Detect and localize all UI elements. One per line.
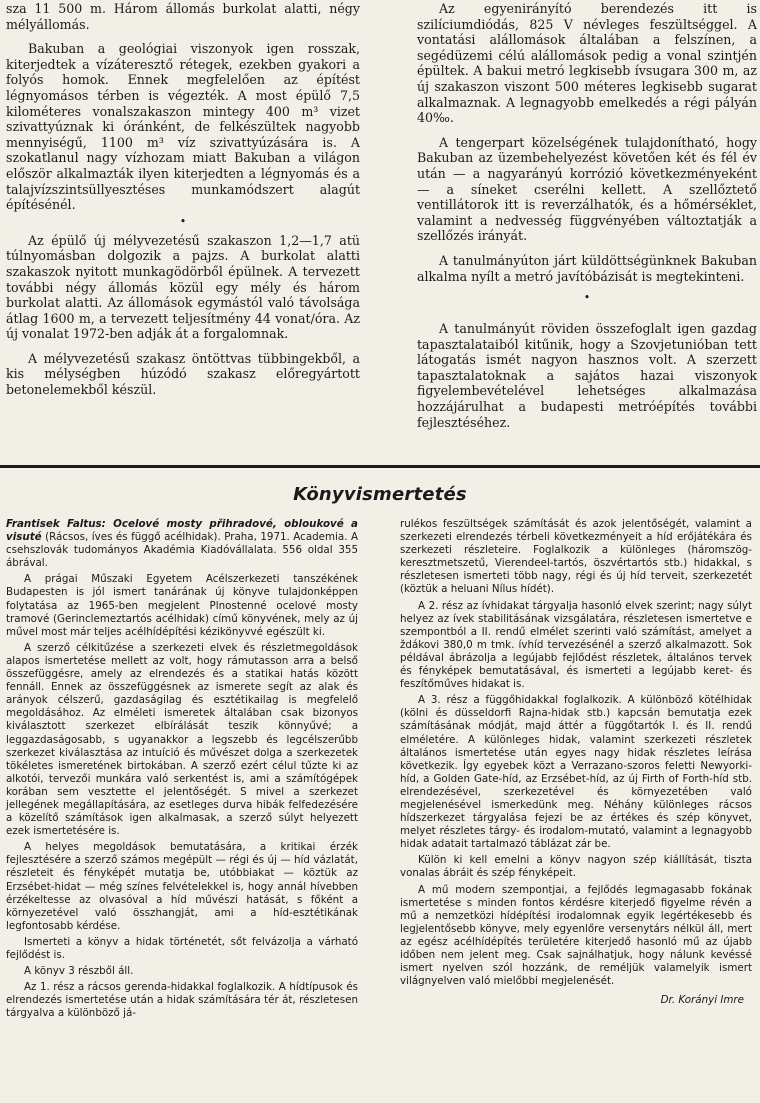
section-dot: • bbox=[179, 214, 187, 228]
paragraph: A prágai Műszaki Egyetem Acélszerkezeti tanszékének Budapesten is jól ismert tanárának új könyve tulajdonképpen folytatása az 1965-ben megjelent Plnostenné ocelové mosty tramové (Gerinclemeztartós acélhidak) című könyvének, mely az új művel most már teljes acélhídépítési kézikönyvvé egészült ki. bbox=[6, 573, 358, 638]
review-column-left bbox=[6, 518, 358, 1023]
paragraph: A mélyvezetésű szakasz öntöttvas tübbingekből, a kis mélységben húzódó szakasz előregyártott betonelemekből készül. bbox=[6, 350, 360, 398]
article-column-left bbox=[6, 1, 360, 407]
book-details: (Rácsos, íves és függő acélhidak). Praha, 1971. Academia. A csehszlovák tudományos Akadémia Kiadóvállalata. 556 oldal 355 ábrával. bbox=[6, 531, 358, 570]
paragraph: Külön ki kell emelni a könyv nagyon szép kiállítását, tiszta vonalas ábráit és szép fényképeit. bbox=[400, 854, 752, 880]
paragraph: A 3. rész a függőhidakkal foglalkozik. A különböző kötélhidak (kölni és düsseldorfi Rajna-hidak stb.) kapcsán bemutatja ezek számításának módját, majd áttér a függőtartók I. és II. rendű elméletére. A különleges hidak, valamint szerkezeti részletek általános ismertetése után egyes nagy hidak részletes leírása következik. Így egyebek közt a Verrazano-szoros feletti Newyorki-híd, a Golden Gate-híd, az Erzsébet-híd, az új Firth of Forth-híd stb. elrendezésével, szerkezetével és környezetében való megjelenésével ismerkedünk meg. Néhány különleges rácsos hídszerkezet tárgyalása fejezi be az értékes és szép könyvet, melyet részletes tárgy- és irodalom-mutató, valamint a legnagyobb hidak adatait tartalmazó táblázat zár be. bbox=[400, 694, 752, 851]
section-dot: • bbox=[583, 291, 591, 305]
review-column-right bbox=[400, 518, 752, 1007]
article-column-right bbox=[417, 1, 757, 439]
paragraph: A mű modern szempontjai, a fejlődés legmagasabb fokának ismertetése s minden fontos kérdésre kiterjedő figyelme révén a mű a nemzetközi hídépítési irodalomnak egyik legértékesebb és legjelentősebb könyve, mely egyenlőre versenytárs nélkül áll, mert az egész acélhídépítés területére kiterjedő hasonló mű az újabb időben nem jelent meg. Csak sajnálhatjuk, hogy nálunk kevéssé ismert nyelven szól hozzánk, de reméljük valamelyik ismert világnyelven való mielőbbi megjelenését. bbox=[400, 883, 752, 988]
paragraph: Ismerteti a könyv a hidak történetét, sőt felvázolja a várható fejlődést is. bbox=[6, 935, 358, 961]
paragraph: A tanulmányúton járt küldöttségünknek Bakuban alkalma nyílt a metró javítóbázisát is megtekinteni. bbox=[417, 252, 757, 284]
paragraph: A helyes megoldások bemutatására, a kritikai érzék fejlesztésére a szerző számos megépült — régi és új — híd vázlatát, részleteit és fényképét mutatja be, utóbbiakat — köztük az Erzsébet-hidat — még színes felvételekkel is, hogy annál hívebben érzékeltesse az olvasóval a híd művészi hatását, s főként a környezetével való összhangját, ami a híd-esztétikának legfontosabb kérdése. bbox=[6, 841, 358, 932]
section-divider bbox=[0, 465, 760, 468]
author-signature: Dr. Korányi Imre bbox=[660, 994, 744, 1007]
paragraph: A 2. rész az ívhidakat tárgyalja hasonló elvek szerint; nagy súlyt helyez az ívek stabilitásának vizsgálatára, részletesen ismertetve e szempontból a II. rendű elmélet szerinti való számítást, amelyet a ždákovi 380,0 m tmk. ívhíd tervezésénél a szerző alkalmazott. Sok példával ábrázolja a legújabb fejlődést részletek, általános tervek és fényképek bemutatásával, és ismerteti a legújabb keret- és feszítőműves hidakat is. bbox=[400, 599, 752, 691]
metro-article bbox=[0, 0, 760, 470]
paragraph: A szerző célkitűzése a szerkezeti elvek és részletmegoldások alapos ismertetése mellett az volt, hogy rámutasson arra a belső összefüggésre, amely az elrendezés és a statikai hatás között fennáll. Ennek az összefüggésnek az ismerete segít az alak és arányok célszerű, gazdaságilag és esztétikailag is megfelelő megoldásához. Az elméleti ismeretek általában csak bizonyos kiválasztott szerkezet elbírálását teszik könnyűvé; a leggazdaságosabb, s ugyanakkor a legszebb és legcélszerűbb szerkezet kiválasztása az intuíció és művészet dolga a szerkezetek tökéletes ismeretének birtokában. A szerző ezért célul tűzte ki az alkotói, tervezői munkára való serkentést is, ami a számítógépek korában sem vesztette el jelentőségét. S mivel a szerkezet jellegének megállapítására, az esetleges durva hibák felfedezésére a közelítő számítások igen alkalmasak, a szerző súlyt helyezett ezek ismertetésére is. bbox=[6, 641, 358, 838]
paragraph: A könyv 3 részből áll. bbox=[24, 965, 134, 978]
paragraph: Az 1. rész a rácsos gerenda-hidakkal foglalkozik. A hídtípusok és elrendezés ismertetése után a hidak számítására tér át, részletesen tárgyalva a különböző já- bbox=[6, 981, 358, 1020]
paragraph: Az épülő új mélyvezetésű szakaszon 1,2—1,7 atü túlnyomásban dolgozik a pajzs. A burkolat alatti szakaszok nyitott munkagödörből épülnek. A tervezett további négy állomás közül egy mély és három burkolat alatti. Az állomások egymástól való távolsága átlag 1600 m, a tervezett teljesítmény 44 vonat/óra. Az új vonalat 1972-ben adják át a forgalomnak. bbox=[6, 232, 360, 342]
book-title: Frantisek Faltus: Ocelové mosty přihradové, obloukové a visuté bbox=[6, 518, 358, 544]
paragraph: Bakuban a geológiai viszonyok igen rosszak, kiterjedtek a vízáteresztő rétegek, ezekben gyakori a folyós homok. Ennek megfelelően az építést légnyomásos térben is végezték. A most épülő 7,5 kilométeres vonalszakaszon mintegy 400 m³ vizet szivattyúznak ki óránként, de felkészültek nagyobb mennyiségű, 1100 m³ víz szivattyúzására is. A szokatlanul nagy vízhozam miatt Bakuban a világon először alkalmazták ilyen kiterjedten a légnyomás és a talajvízszintsüllyesztéses munkamódszert alagút építésénél. bbox=[6, 41, 360, 213]
paragraph: A tanulmányút röviden összefoglalt igen gazdag tapasztalataiból kitűnik, hogy a Szovjetunióban tett látogatás ismét nagyon hasznos volt. A szerzett tapasztalatoknak a sajátos hazai viszonyok figyelembevételével lehetséges alkalmazása hozzájárulhat a budapesti metróépítés további fejlesztéséhez. bbox=[417, 321, 757, 430]
paragraph: sza 11 500 m. Három állomás burkolat alatti, négy mélyállomás. bbox=[6, 1, 360, 32]
section-heading: Könyvismertetés bbox=[293, 484, 467, 505]
paragraph: A tengerpart közelségének tulajdonítható, hogy Bakuban az üzembehelyezést követően két és fél év után — a nagyarányú korrózió következményeként — a síneket cserélni kellett. A szellőztető ventillátorok itt is reverzálhatók, és a hőmérséklet, valamint a nedvesség függvényében változtatják a szellőzés irányát. bbox=[417, 134, 757, 244]
paragraph: rulékos feszültségek számítását és azok jelentőségét, valamint a szerkezeti elrendezés térbeli következményeit a híd erőjátékára és szerkezeti részleteire. Foglalkozik a különleges (háromszög-keresztmetszetű, Vierendeel-tartós, öszvértartós stb.) hidakkal, s részletesen ismerteti több nagy, régi és új híd terveit, szerkezetét (köztük a heluani Nílus hídét). bbox=[400, 518, 752, 596]
book-citation bbox=[6, 518, 358, 570]
paragraph: Az egyenirányító berendezés itt is szilíciumdiódás, 825 V névleges feszültséggel. A vontatási alállomások általában a felszínen, a segédüzemi célú alállomások pedig a vonal szintjén épültek. A bakui metró legkisebb ívsugara 300 m, az új szakaszon viszont 500 méteres legkisebb sugarat alkalmaznak. A legnagyobb emelkedés a régi pályán 40‰. bbox=[417, 1, 757, 126]
